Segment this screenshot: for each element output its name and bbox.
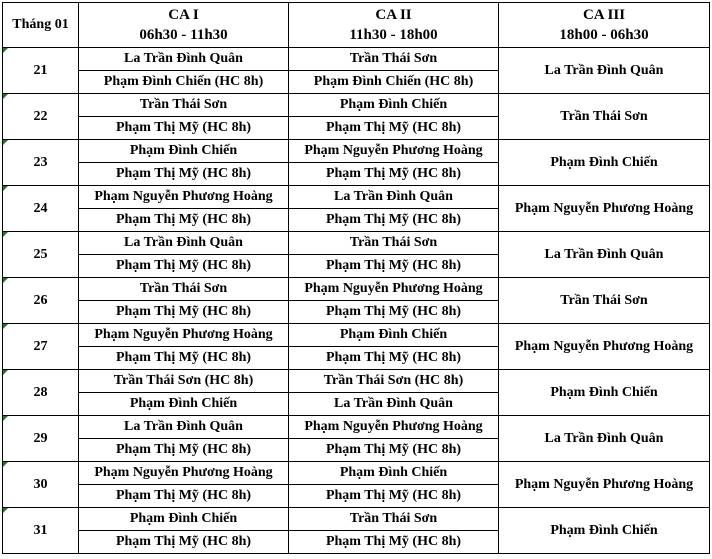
- ca1-person-primary: Trần Thái Sơn (HC 8h): [79, 370, 289, 393]
- day-row: [3, 48, 710, 71]
- day-number-cell: [3, 370, 79, 416]
- comment-marker-icon: [3, 278, 8, 283]
- day-number-cell: [3, 232, 79, 278]
- comment-marker-icon: [3, 186, 8, 191]
- ca2-person-primary: Phạm Nguyễn Phương Hoàng: [289, 416, 499, 439]
- ca1-person-primary: Phạm Nguyễn Phương Hoàng: [79, 186, 289, 209]
- ca2-person-primary: Trần Thái Sơn: [289, 508, 499, 531]
- day-number-cell: [3, 278, 79, 324]
- day-row: [3, 370, 710, 393]
- ca2-person-secondary: Phạm Thị Mỹ (HC 8h): [289, 209, 499, 232]
- ca3-person: La Trần Đình Quân: [499, 416, 710, 462]
- shift-name: CA I: [168, 7, 199, 23]
- day-number: 23: [33, 154, 48, 170]
- ca1-person-secondary: Phạm Thị Mỹ (HC 8h): [79, 485, 289, 508]
- day-number: 28: [33, 384, 48, 400]
- shift-header-ca3: [499, 3, 710, 48]
- ca2-person-secondary: Phạm Thị Mỹ (HC 8h): [289, 347, 499, 370]
- ca3-person: Phạm Đình Chiến: [499, 140, 710, 186]
- ca3-person: Trần Thái Sơn: [499, 278, 710, 324]
- month-label: Tháng 01: [3, 3, 79, 48]
- day-row: [3, 416, 710, 439]
- ca1-person-secondary: Phạm Thị Mỹ (HC 8h): [79, 301, 289, 324]
- day-row: [3, 232, 710, 255]
- shift-time: 18h00 - 06h30: [559, 27, 649, 43]
- shift-header-ca2: [289, 3, 499, 48]
- ca1-person-primary: Phạm Đình Chiến: [79, 508, 289, 531]
- ca2-person-primary: Phạm Đình Chiến: [289, 94, 499, 117]
- day-number: 26: [33, 292, 48, 308]
- day-number: 31: [33, 522, 48, 538]
- ca1-person-primary: La Trần Đình Quân: [79, 232, 289, 255]
- day-number-cell: [3, 462, 79, 508]
- day-number-cell: [3, 140, 79, 186]
- day-number-cell: [3, 186, 79, 232]
- ca2-person-secondary: Phạm Thị Mỹ (HC 8h): [289, 163, 499, 186]
- comment-marker-icon: [3, 232, 8, 237]
- ca1-person-secondary: Phạm Thị Mỹ (HC 8h): [79, 117, 289, 140]
- shift-name: CA II: [375, 7, 412, 23]
- ca3-person: Phạm Đình Chiến: [499, 508, 710, 554]
- comment-marker-icon: [3, 48, 8, 53]
- day-number-cell: [3, 416, 79, 462]
- day-number: 21: [33, 62, 48, 78]
- ca2-person-secondary: Phạm Thị Mỹ (HC 8h): [289, 485, 499, 508]
- day-row: [3, 186, 710, 209]
- day-row: [3, 508, 710, 531]
- day-row: [3, 278, 710, 301]
- comment-marker-icon: [3, 462, 8, 467]
- ca2-person-secondary: Phạm Thị Mỹ (HC 8h): [289, 531, 499, 554]
- ca1-person-secondary: Phạm Thị Mỹ (HC 8h): [79, 209, 289, 232]
- header-row: [3, 3, 710, 48]
- ca2-person-secondary: La Trần Đình Quân: [289, 393, 499, 416]
- day-number-cell: [3, 94, 79, 140]
- ca1-person-secondary: Phạm Đình Chiến: [79, 393, 289, 416]
- ca3-person: La Trần Đình Quân: [499, 232, 710, 278]
- ca2-person-primary: Phạm Nguyễn Phương Hoàng: [289, 140, 499, 163]
- ca2-person-primary: Trần Thái Sơn (HC 8h): [289, 370, 499, 393]
- ca2-person-primary: Phạm Đình Chiến: [289, 462, 499, 485]
- ca2-person-primary: Trần Thái Sơn: [289, 232, 499, 255]
- day-row: [3, 462, 710, 485]
- ca3-person: Phạm Nguyễn Phương Hoàng: [499, 324, 710, 370]
- ca3-person: Trần Thái Sơn: [499, 94, 710, 140]
- ca1-person-primary: Trần Thái Sơn: [79, 94, 289, 117]
- shift-name: CA III: [582, 7, 626, 23]
- day-row: [3, 324, 710, 347]
- ca2-person-primary: Phạm Đình Chiến: [289, 324, 499, 347]
- ca3-person: Phạm Nguyễn Phương Hoàng: [499, 462, 710, 508]
- ca1-person-primary: La Trần Đình Quân: [79, 416, 289, 439]
- day-number-cell: [3, 48, 79, 94]
- ca3-person: Phạm Nguyễn Phương Hoàng: [499, 186, 710, 232]
- ca1-person-primary: Trần Thái Sơn: [79, 278, 289, 301]
- day-number-cell: [3, 508, 79, 554]
- shift-time: 11h30 - 18h00: [349, 27, 438, 43]
- schedule-table: [2, 2, 710, 554]
- ca1-person-primary: Phạm Nguyễn Phương Hoàng: [79, 324, 289, 347]
- day-number: 30: [33, 476, 48, 492]
- ca3-person: Phạm Đình Chiến: [499, 370, 710, 416]
- comment-marker-icon: [3, 508, 8, 513]
- ca1-person-primary: Phạm Đình Chiến: [79, 140, 289, 163]
- day-number: 25: [33, 246, 48, 262]
- ca2-person-primary: La Trần Đình Quân: [289, 186, 499, 209]
- shift-header-ca1: [79, 3, 289, 48]
- ca2-person-primary: Phạm Nguyễn Phương Hoàng: [289, 278, 499, 301]
- comment-marker-icon: [3, 140, 8, 145]
- schedule-body: [3, 3, 710, 554]
- ca2-person-secondary: Phạm Thị Mỹ (HC 8h): [289, 439, 499, 462]
- ca1-person-secondary: Phạm Thị Mỹ (HC 8h): [79, 439, 289, 462]
- day-number: 27: [33, 338, 48, 354]
- ca2-person-secondary: Phạm Thị Mỹ (HC 8h): [289, 117, 499, 140]
- shift-time: 06h30 - 11h30: [139, 27, 228, 43]
- day-number: 24: [33, 200, 48, 216]
- ca1-person-primary: La Trần Đình Quân: [79, 48, 289, 71]
- comment-marker-icon: [3, 324, 8, 329]
- ca3-person: La Trần Đình Quân: [499, 48, 710, 94]
- ca2-person-secondary: Phạm Thị Mỹ (HC 8h): [289, 301, 499, 324]
- comment-marker-icon: [3, 94, 8, 99]
- ca1-person-secondary: Phạm Đình Chiến (HC 8h): [79, 71, 289, 94]
- ca1-person-secondary: Phạm Thị Mỹ (HC 8h): [79, 531, 289, 554]
- ca1-person-secondary: Phạm Thị Mỹ (HC 8h): [79, 347, 289, 370]
- day-number: 29: [33, 430, 48, 446]
- day-number: 22: [33, 108, 48, 124]
- ca2-person-secondary: Phạm Đình Chiến (HC 8h): [289, 71, 499, 94]
- day-row: [3, 140, 710, 163]
- ca1-person-secondary: Phạm Thị Mỹ (HC 8h): [79, 255, 289, 278]
- day-row: [3, 94, 710, 117]
- ca1-person-primary: Phạm Nguyễn Phương Hoàng: [79, 462, 289, 485]
- comment-marker-icon: [3, 370, 8, 375]
- ca2-person-primary: Trần Thái Sơn: [289, 48, 499, 71]
- ca2-person-secondary: Phạm Thị Mỹ (HC 8h): [289, 255, 499, 278]
- day-number-cell: [3, 324, 79, 370]
- ca1-person-secondary: Phạm Thị Mỹ (HC 8h): [79, 163, 289, 186]
- comment-marker-icon: [3, 416, 8, 421]
